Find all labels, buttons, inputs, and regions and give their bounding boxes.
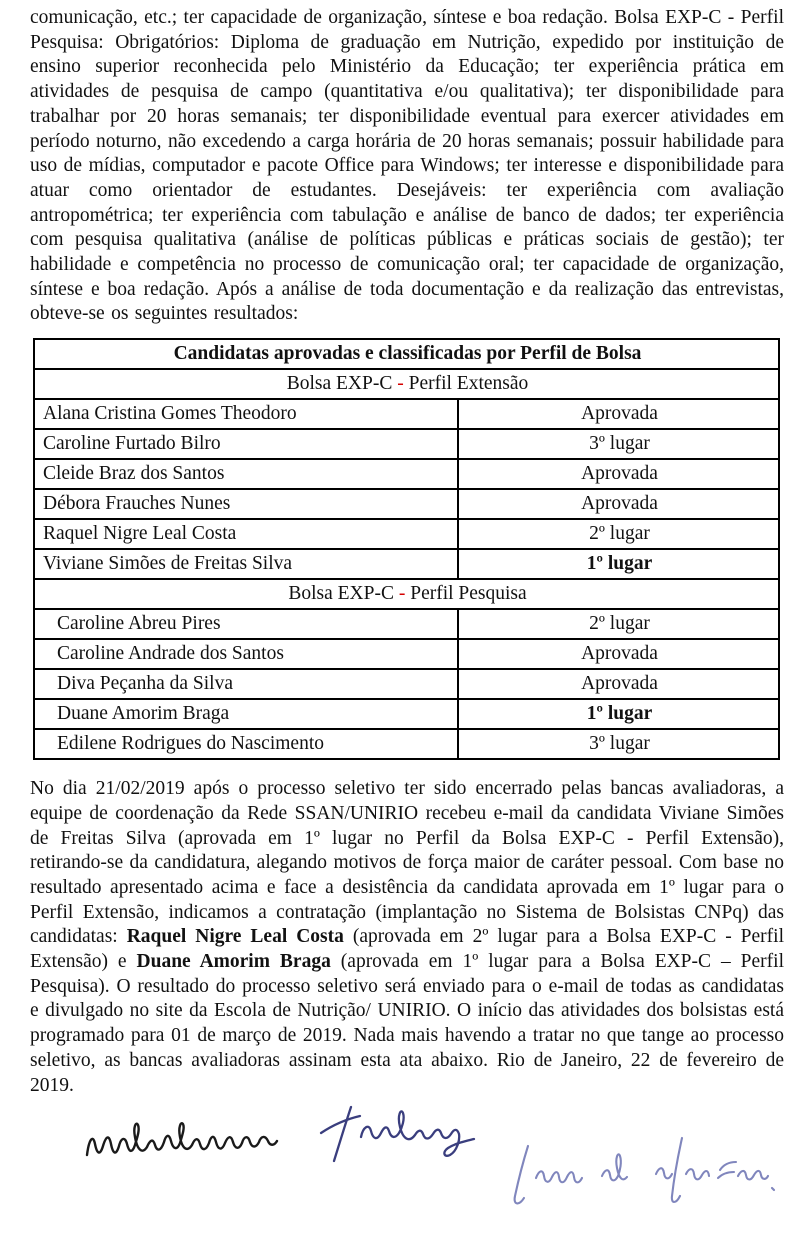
results-table-body — [34, 339, 779, 759]
candidate-name-cell: Alana Cristina Gomes Theodoro — [34, 399, 458, 429]
candidate-name-cell: Caroline Abreu Pires — [34, 609, 458, 639]
candidate-status-cell: 2º lugar — [458, 609, 779, 639]
candidate-name-cell: Viviane Simões de Freitas Silva — [34, 549, 458, 579]
table-row — [34, 459, 779, 489]
candidate-status-cell: 3º lugar — [458, 429, 779, 459]
section-header: Bolsa EXP-C - Perfil Pesquisa — [34, 579, 779, 609]
table-row — [34, 519, 779, 549]
signature-3-handwriting — [506, 1130, 776, 1210]
table-row — [34, 429, 779, 459]
paragraph-text-segment: (aprovada em 1º lugar para a Bolsa EXP-C – Perfil Pesquisa). O resultado do processo seletivo será enviado para o e-mail de todas as candidatas e divulgado no site da Escola de Nutrição/ UNIRIO. O início das atividades dos bolsistas está programado para 01 de março de 2019. Nada mais havendo a tratar no que tange ao processo seletivo, as bancas avaliadoras assinam esta ata abaixo. Rio de Janeiro, 22 de fevereiro de 2019. — [30, 951, 784, 1096]
candidate-status-cell: 3º lugar — [458, 729, 779, 759]
candidate-status-cell: Aprovada — [458, 669, 779, 699]
signature-2-strokes — [321, 1107, 474, 1161]
candidate-name-cell: Cleide Braz dos Santos — [34, 459, 458, 489]
candidate-status-cell: 1º lugar — [458, 549, 779, 579]
signature-3-strokes — [515, 1138, 774, 1203]
table-row — [34, 399, 779, 429]
paragraph-text-segment: No dia 21/02/2019 após o processo seletivo ter sido encerrado pelas bancas avaliadoras, a equipe de coordenação da Rede SSAN/UNIRIO recebeu e-mail da candidata Viviane Simões de Freitas Silva (aprovada em 1º lugar no Perfil da Bolsa EXP-C - Perfil Extensão), retirando-se da candidatura, alegando motivos de força maior de caráter pessoal. Com base no resultado apresentado acima e face a desistência da candidata aprovada em 1º lugar para o Perfil Extensão, indicamos a contratação (implantação no Sistema de Bolsistas CNPq) das candidatas: — [30, 778, 784, 948]
signature-1-stroke — [87, 1124, 277, 1156]
candidate-status-cell: Aprovada — [458, 489, 779, 519]
section-header: Bolsa EXP-C - Perfil Extensão — [34, 369, 779, 399]
highlighted-candidate-name: Raquel Nigre Leal Costa — [126, 926, 344, 948]
results-table — [33, 338, 780, 760]
signature-1-handwriting — [82, 1118, 287, 1168]
table-row — [34, 639, 779, 669]
section-header-row — [34, 369, 779, 399]
section-header-row — [34, 579, 779, 609]
table-row — [34, 699, 779, 729]
paragraph-text-segment: (aprovada em 2º lugar para a Bolsa EXP-C - Perfil Extensão) e — [30, 926, 784, 973]
candidate-status-cell: Aprovada — [458, 399, 779, 429]
candidate-status-cell: Aprovada — [458, 639, 779, 669]
table-title: Candidatas aprovadas e classificadas por Perfil de Bolsa — [34, 339, 779, 369]
candidate-status-cell: Aprovada — [458, 459, 779, 489]
table-row — [34, 669, 779, 699]
table-row — [34, 729, 779, 759]
table-row — [34, 609, 779, 639]
table-row — [34, 549, 779, 579]
section-header-red-dash: - — [397, 373, 404, 395]
paragraph-closing — [30, 777, 784, 1098]
candidate-status-cell: 1º lugar — [458, 699, 779, 729]
candidate-name-cell: Edilene Rodrigues do Nascimento — [34, 729, 458, 759]
table-row — [34, 489, 779, 519]
candidate-name-cell: Raquel Nigre Leal Costa — [34, 519, 458, 549]
candidate-name-cell: Caroline Andrade dos Santos — [34, 639, 458, 669]
signature-2-handwriting — [313, 1102, 488, 1168]
table-title-row — [34, 339, 779, 369]
candidate-name-cell: Diva Peçanha da Silva — [34, 669, 458, 699]
signatures-block — [30, 1102, 784, 1252]
highlighted-candidate-name: Duane Amorim Braga — [136, 951, 331, 973]
candidate-status-cell: 2º lugar — [458, 519, 779, 549]
candidate-name-cell: Caroline Furtado Bilro — [34, 429, 458, 459]
paragraph-requirements: comunicação, etc.; ter capacidade de organização, síntese e boa redação. Bolsa EXP-C - Perfil Pesquisa: Obrigatórios: Diploma de graduação em Nutrição, expedido por instituição de ensino superior reconhecida pelo Ministério da Educação; ter experiência prática em atividades de pesquisa de campo (quantitativa e/ou qualitativa); ter disponibilidade para trabalhar por 20 horas semanais; ter disponibilidade eventual para exercer atividades em período noturno, não excedendo a carga horária de 20 horas semanais; possuir habilidade para uso de mídias, computador e pacote Office para Windows; ter interesse e disponibilidade para atuar como orientador de estudantes. Desejáveis: ter experiência com avaliação antropométrica; ter experiência com tabulação e análise de banco de dados; ter experiência com pesquisa qualitativa (análise de políticas públicas e práticas sociais de gestão); ter habilidade e competência no processo de comunicação oral; ter capacidade de organização, síntese e boa redação. Após a análise de toda documentação e da realização das entrevistas, obteve-se os seguintes resultados: — [30, 7, 784, 325]
candidate-name-cell: Débora Frauches Nunes — [34, 489, 458, 519]
section-header-red-dash: - — [398, 583, 406, 605]
candidate-name-cell: Duane Amorim Braga — [34, 699, 458, 729]
